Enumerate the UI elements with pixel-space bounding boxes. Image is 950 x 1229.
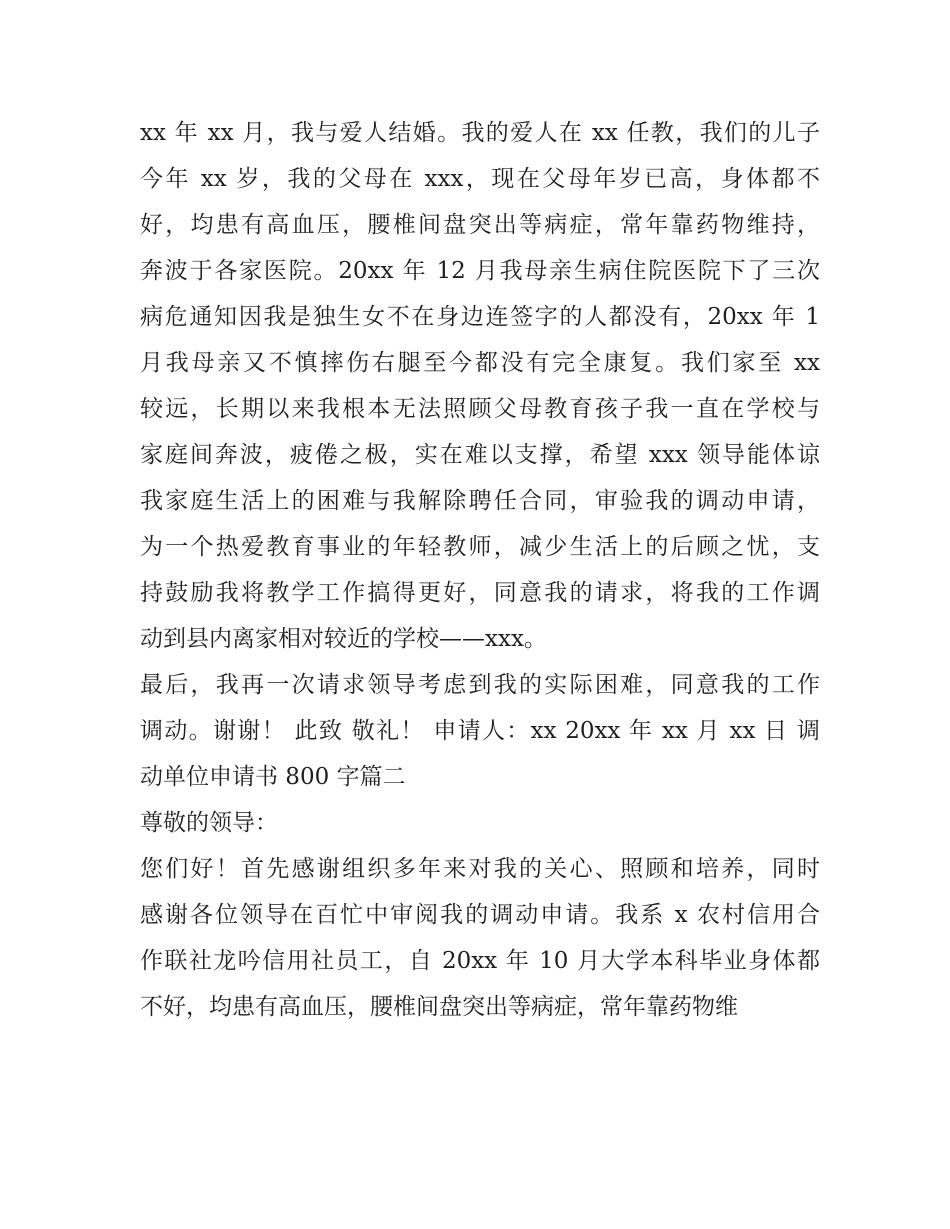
text-line: 较远，长期以来我根本无法照顾父母教育孩子我一直在学校与	[140, 396, 820, 422]
text-line: 家庭间奔波，疲倦之极，实在难以支撑，希望 xxx 领导能体谅	[140, 442, 820, 468]
text-line: 奔波于各家医院。20xx 年 12 月我母亲生病住院医院下了三次	[140, 258, 820, 284]
text-line: 我家庭生活上的困难与我解除聘任合同，审验我的调动申请，	[140, 488, 820, 514]
text-line: 持鼓励我将教学工作搞得更好，同意我的请求，将我的工作调	[140, 580, 820, 606]
text-line: 病危通知因我是独生女不在身边连签字的人都没有，20xx 年 1	[140, 304, 820, 330]
text-line: 为一个热爱教育事业的年轻教师，减少生活上的后顾之忧，支	[140, 534, 820, 560]
text-line: 最后，我再一次请求领导考虑到我的实际困难，同意我的工作	[140, 672, 820, 698]
salutation: 尊敬的领导：	[140, 810, 278, 836]
text-line: 月我母亲又不慎摔伤右腿至今都没有完全康复。我们家至 xx	[140, 350, 820, 376]
text-line: xx 年 xx 月，我与爱人结婚。我的爱人在 xx 任教，我们的儿子	[140, 120, 820, 146]
section-heading: 动单位申请书 800 字篇二	[140, 764, 406, 790]
text-line: 好，均患有高血压，腰椎间盘突出等病症，常年靠药物维持，	[140, 212, 820, 238]
text-line: 今年 xx 岁，我的父母在 xxx，现在父母年岁已高，身体都不	[140, 166, 820, 192]
text-line: 感谢各位领导在百忙中审阅我的调动申请。我系 x 农村信用合	[140, 902, 820, 928]
text-line: 作联社龙吟信用社员工，自 20xx 年 10 月大学本科毕业身体都	[140, 948, 820, 974]
text-line: 您们好！首先感谢组织多年来对我的关心、照顾和培养，同时	[140, 856, 820, 882]
text-line: 调动。谢谢！ 此致 敬礼！ 申请人：xx 20xx 年 xx 月 xx 日 调	[140, 718, 820, 744]
text-line: 不好，均患有高血压，腰椎间盘突出等病症，常年靠药物维	[140, 994, 738, 1020]
letter-body	[140, 110, 820, 1030]
text-line: 动到县内离家相对较近的学校——xxx。	[140, 626, 547, 652]
